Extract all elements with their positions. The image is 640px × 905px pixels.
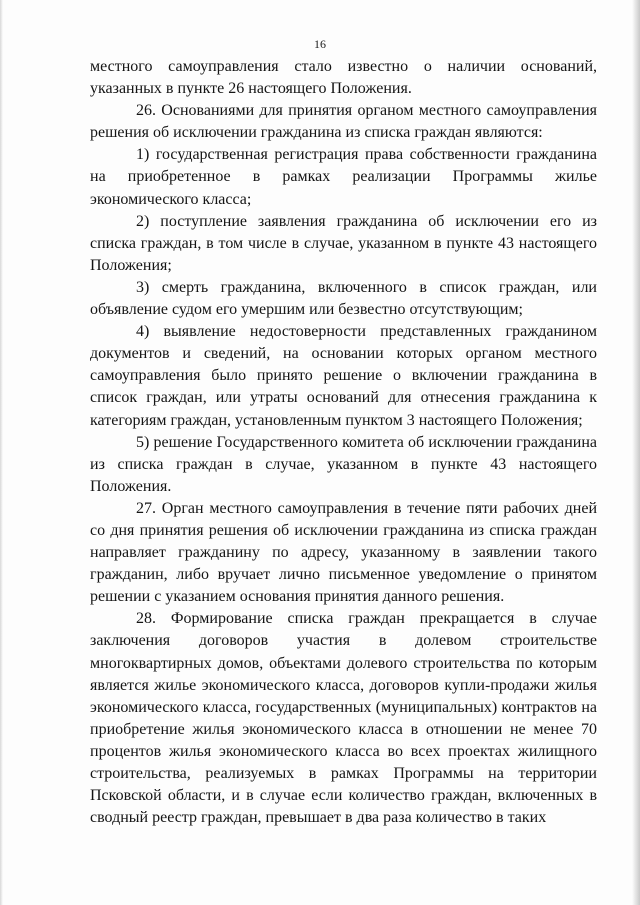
paragraph-subitem-4: 4) выявление недостоверности представленных гражданином документов и сведений, на основании которых органом местного самоуправления было принято решение о включении гражданина в список граждан, или утраты оснований для отнесения гражданина к категориям граждан, установленным пунктом 3 настоящего Положения;	[90, 323, 597, 429]
paragraph-item-26: 26. Основаниями для принятия органом местного самоуправления решения об исключении гражданина из списка граждан являются:	[90, 102, 597, 142]
paragraph-item-27: 27. Орган местного самоуправления в течение пяти рабочих дней со дня принятия решения об исключении гражданина из списка граждан направляет гражданину по адресу, указанному в заявлении такого гражданин, либо вручает лично письменное уведомление о принятом решении с указанием основания принятия данного решения.	[90, 499, 597, 606]
scan-edge-left	[0, 0, 3, 905]
paragraph-item-28: 28. Формирование списка граждан прекращается в случае заключения договоров участия в долевом строительстве многоквартирных домов, объектами долевого строительства по которым является жилье экономического класса, договоров купли-продажи жилья экономического класса, государственных (муниципальных) контрактов на приобретение жилья экономического класса в отношении не менее 70 процентов жилья экономического класса во всех проектах жилищного строительства, реализуемых в рамках Программы на территории Псковской области, и в случае если количество граждан, включенных в сводный реестр граждан, превышает в два раза количество в таких	[90, 610, 597, 827]
document-body	[90, 56, 597, 829]
paragraph-subitem-1: 1) государственная регистрация права собственности гражданина на приобретенное в рамках реализации Программы жилье экономического класса;	[90, 146, 597, 208]
paragraph-subitem-2: 2) поступление заявления гражданина об исключении его из списка граждан, в том числе в случае, указанном в пункте 43 настоящего Положения;	[90, 212, 597, 274]
paragraph-continuation: местного самоуправления стало известно о наличии оснований, указанных в пункте 26 настоящего Положения.	[90, 58, 597, 98]
paragraph-subitem-3: 3) смерть гражданина, включенного в список граждан, или объявление судом его умершим или безвестно отсутствующим;	[90, 278, 597, 319]
page-number: 16	[314, 37, 326, 51]
scan-edge-right	[632, 0, 640, 905]
paragraph-subitem-5: 5) решение Государственного комитета об исключении гражданина из списка граждан в случае, указанном в пункте 43 настоящего Положения.	[90, 433, 597, 495]
